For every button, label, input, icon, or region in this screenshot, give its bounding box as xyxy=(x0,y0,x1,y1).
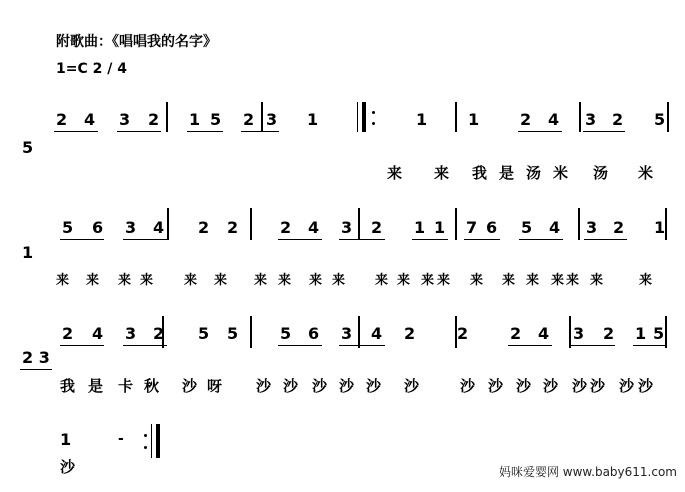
lyric: 来 xyxy=(254,273,268,288)
lyric: 米 xyxy=(638,164,654,182)
beam-underline xyxy=(412,239,448,240)
note: 2 xyxy=(280,218,292,237)
note: 1 xyxy=(654,218,666,237)
note: 3 xyxy=(119,110,131,129)
note: 2 xyxy=(612,110,624,129)
note: 2 xyxy=(198,218,210,237)
beam-underline xyxy=(519,239,563,240)
lyric: 沙 xyxy=(619,377,635,395)
note: 5 xyxy=(521,218,533,237)
note: 6 xyxy=(486,218,498,237)
beam-underline xyxy=(54,131,98,132)
barline xyxy=(579,102,581,132)
note: 1 xyxy=(60,430,72,449)
lyric: 来 xyxy=(278,273,292,288)
key-time-signature: 1=C 2 / 4 xyxy=(56,61,127,77)
barline xyxy=(358,208,360,240)
lyric: 沙 xyxy=(460,377,476,395)
beam-underline xyxy=(339,345,385,346)
note: 1 xyxy=(307,110,319,129)
beam-underline xyxy=(583,131,625,132)
lyric: 来 xyxy=(118,273,132,288)
measure-prefix: 5 xyxy=(22,138,34,157)
note: 2 xyxy=(457,324,469,343)
note: 5 xyxy=(653,324,665,343)
lyric: 来 xyxy=(590,273,604,288)
measure-prefix: 2 3 xyxy=(22,348,50,367)
barline xyxy=(455,208,457,240)
beam-underline xyxy=(60,239,104,240)
lyric: 来 xyxy=(214,273,228,288)
lyric: 呀 xyxy=(207,377,223,395)
note: 6 xyxy=(92,218,104,237)
beam-underline xyxy=(571,345,615,346)
barline xyxy=(455,102,457,132)
note: 2 xyxy=(62,324,74,343)
beam-underline xyxy=(464,239,500,240)
lyric: 汤 xyxy=(593,164,609,182)
repeat-dot xyxy=(372,111,375,114)
lyric: 来 xyxy=(86,273,100,288)
note: 1 xyxy=(434,218,446,237)
beam-underline xyxy=(633,345,667,346)
repeat-start-thin xyxy=(357,102,358,132)
beam-underline xyxy=(339,239,385,240)
lyric: 沙 xyxy=(312,377,328,395)
note: 2 xyxy=(520,110,532,129)
note: 2 xyxy=(510,324,522,343)
lyric: 来 xyxy=(470,273,484,288)
lyric: 来 xyxy=(526,273,540,288)
note: 2 xyxy=(243,110,255,129)
note: 4 xyxy=(308,218,320,237)
barline xyxy=(358,316,360,348)
lyric: 来 xyxy=(184,273,198,288)
beam-underline xyxy=(508,345,552,346)
barline xyxy=(261,102,263,132)
note: 1 xyxy=(635,324,647,343)
note: 6 xyxy=(308,324,320,343)
repeat-dot xyxy=(144,446,147,449)
beam-underline xyxy=(187,131,223,132)
lyric: 沙 xyxy=(283,377,299,395)
note: 5 xyxy=(227,324,239,343)
note: 4 xyxy=(371,324,383,343)
barline xyxy=(250,208,252,240)
lyric: 沙 xyxy=(572,377,588,395)
lyric: 来 xyxy=(502,273,516,288)
note: 4 xyxy=(84,110,96,129)
watermark: 妈咪爱婴网 www.baby611.com xyxy=(498,465,677,479)
note: 4 xyxy=(548,110,560,129)
note: 5 xyxy=(210,110,222,129)
lyric: 沙 xyxy=(516,377,532,395)
lyric: 是 xyxy=(499,164,515,182)
barline xyxy=(166,102,168,132)
beam-underline xyxy=(123,239,167,240)
repeat-end-thick xyxy=(156,424,160,458)
note: 2 xyxy=(227,218,239,237)
lyric: 沙 xyxy=(366,377,382,395)
lyric: 沙 xyxy=(339,377,355,395)
note: 3 xyxy=(585,110,597,129)
lyric: 我 xyxy=(472,164,488,182)
lyric: 沙 xyxy=(488,377,504,395)
note: 4 xyxy=(92,324,104,343)
note: 2 xyxy=(56,110,68,129)
lyric: 沙 xyxy=(543,377,559,395)
lyric: 是 xyxy=(88,377,104,395)
repeat-end-thin xyxy=(151,424,152,458)
beam-underline xyxy=(20,369,52,370)
note: 4 xyxy=(549,218,561,237)
lyric: 来 xyxy=(434,164,450,182)
lyric: 来 xyxy=(140,273,154,288)
note: 3 xyxy=(341,324,353,343)
repeat-start-thick xyxy=(362,102,366,132)
barline xyxy=(578,208,580,240)
lyric: 来 xyxy=(375,273,389,288)
barline xyxy=(665,316,667,348)
note: 5 xyxy=(654,110,666,129)
note: 2 xyxy=(148,110,160,129)
note: 4 xyxy=(153,218,165,237)
beam-underline xyxy=(117,131,161,132)
lyric: 来 xyxy=(551,273,565,288)
lyric: 卡 xyxy=(118,377,134,395)
lyric: 来 xyxy=(332,273,346,288)
beam-underline xyxy=(278,239,322,240)
note: 5 xyxy=(198,324,210,343)
lyric: 来 xyxy=(309,273,323,288)
note: 3 xyxy=(573,324,585,343)
dash: - xyxy=(118,431,124,447)
note: 1 xyxy=(414,218,426,237)
lyric: 沙 xyxy=(256,377,272,395)
lyric: 沙 xyxy=(182,377,198,395)
barline xyxy=(167,208,169,240)
note: 7 xyxy=(466,218,478,237)
lyric: 汤 xyxy=(526,164,542,182)
lyric: 来 xyxy=(566,273,580,288)
lyric: 我 xyxy=(60,377,76,395)
lyric: 来 xyxy=(397,273,411,288)
beam-underline xyxy=(60,345,104,346)
note: 2 xyxy=(603,324,615,343)
note: 1 xyxy=(189,110,201,129)
note: 5 xyxy=(280,324,292,343)
note: 2 xyxy=(371,218,383,237)
note: 1 xyxy=(468,110,480,129)
beam-underline xyxy=(584,239,627,240)
song-title: 附歌曲：《唱唱我的名字》 xyxy=(56,34,217,50)
lyric: 米 xyxy=(553,164,569,182)
lyric: 来 xyxy=(387,164,403,182)
note: 1 xyxy=(416,110,428,129)
note: 3 xyxy=(341,218,353,237)
note: 4 xyxy=(538,324,550,343)
barline xyxy=(667,102,669,132)
lyric: 来 xyxy=(421,273,435,288)
note: 2 xyxy=(153,324,165,343)
repeat-dot xyxy=(372,122,375,125)
beam-underline xyxy=(278,345,322,346)
barline xyxy=(250,316,252,348)
lyric: 来 xyxy=(639,273,653,288)
lyric: 沙 xyxy=(590,377,606,395)
note: 3 xyxy=(266,110,278,129)
note: 3 xyxy=(586,218,598,237)
lyric: 秋 xyxy=(144,377,160,395)
barline xyxy=(162,316,164,348)
beam-underline xyxy=(241,131,279,132)
lyric: 沙 xyxy=(638,377,654,395)
note: 2 xyxy=(404,324,416,343)
lyric: 来 xyxy=(56,273,70,288)
beam-underline xyxy=(123,345,167,346)
repeat-dot xyxy=(144,434,147,437)
lyric: 来 xyxy=(437,273,451,288)
barline xyxy=(665,208,667,240)
barline xyxy=(569,316,571,348)
lyric: 沙 xyxy=(404,377,420,395)
note: 5 xyxy=(62,218,74,237)
beam-underline xyxy=(518,131,562,132)
lyric: 沙 xyxy=(60,458,76,476)
measure-prefix: 1 xyxy=(22,243,34,262)
note: 3 xyxy=(125,324,137,343)
note: 2 xyxy=(613,218,625,237)
note: 3 xyxy=(125,218,137,237)
